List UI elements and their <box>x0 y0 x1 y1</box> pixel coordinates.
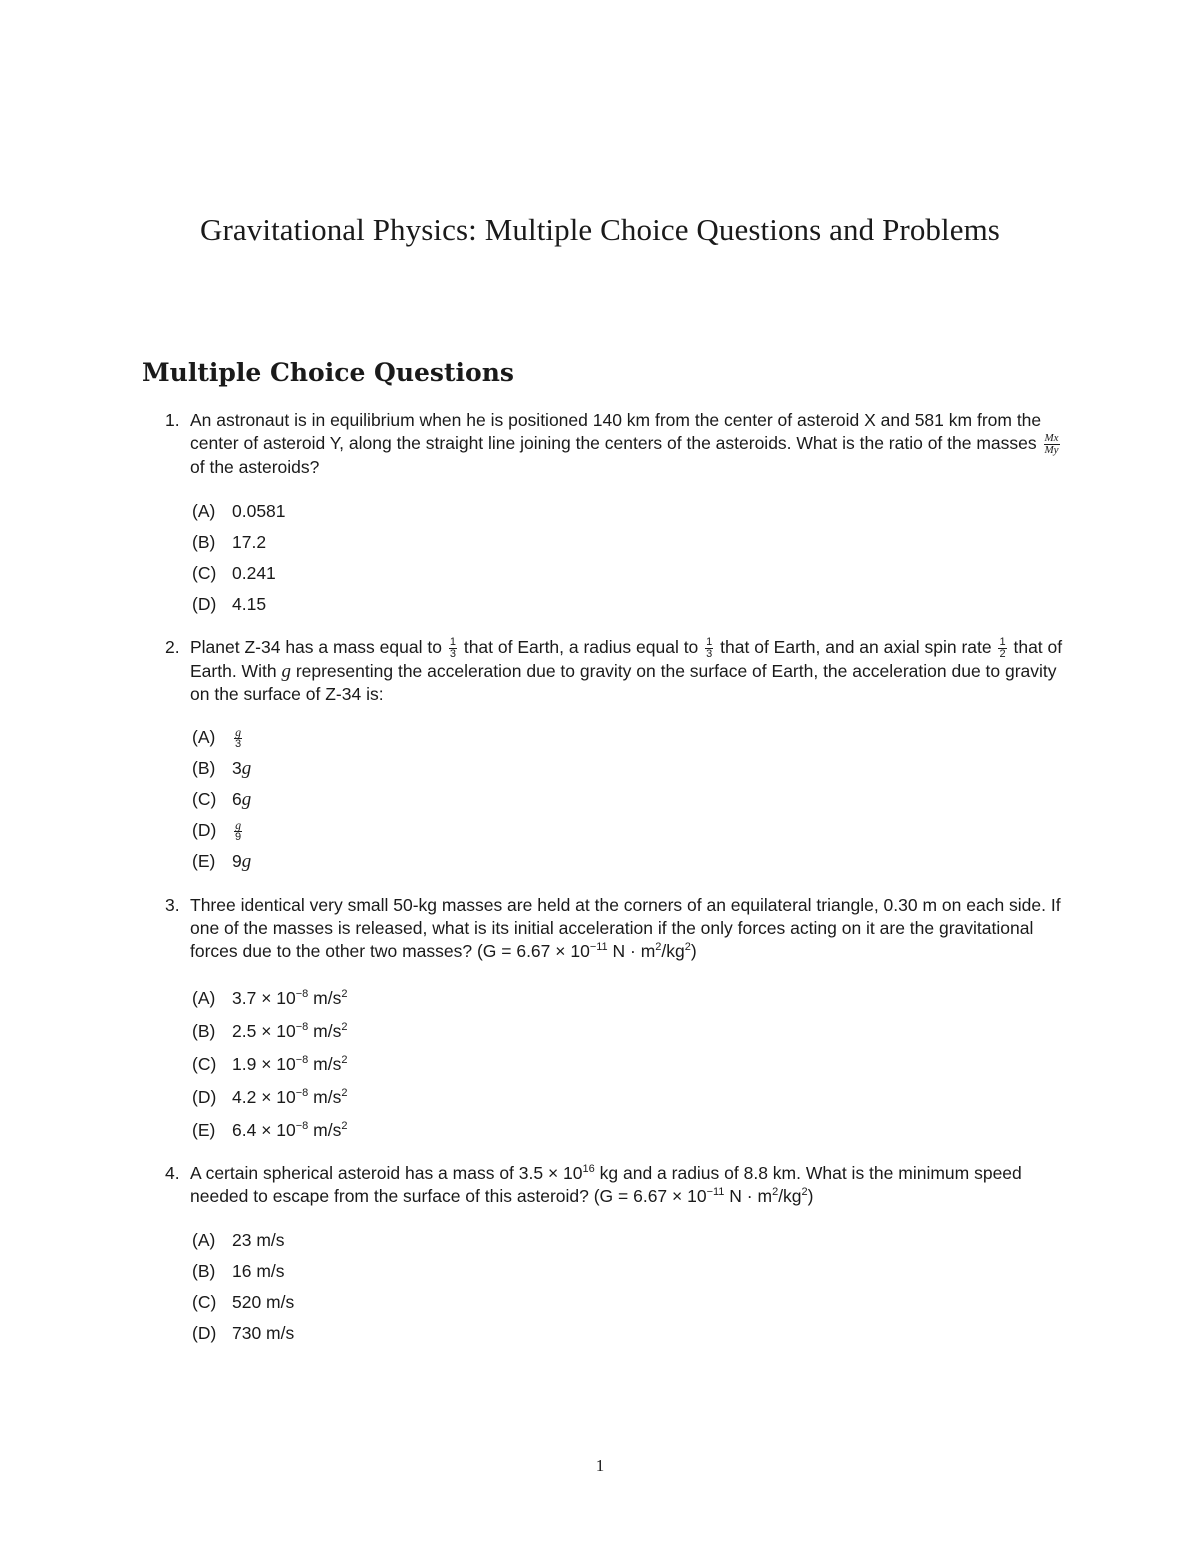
question-2 <box>165 636 1065 706</box>
question-1 <box>165 409 1065 479</box>
option-fraction <box>234 724 242 750</box>
option-c[interactable] <box>192 1287 294 1318</box>
option-c[interactable] <box>192 558 286 589</box>
option-label: (D) <box>192 594 217 614</box>
option-a[interactable] <box>192 982 347 1015</box>
option-e[interactable] <box>192 846 251 877</box>
option-d[interactable] <box>192 589 286 620</box>
question-text-part: ) <box>807 1186 814 1206</box>
option-text: 17.2 <box>232 532 267 552</box>
fraction-denominator: 3 <box>706 647 713 660</box>
option-a[interactable] <box>192 1225 294 1256</box>
gravity-symbol: g <box>281 660 291 682</box>
option-value: 3.7 × 10 <box>232 988 296 1008</box>
exponent: 2 <box>772 1186 779 1199</box>
option-label: (B) <box>192 1021 216 1041</box>
question-number: 3. <box>165 895 180 915</box>
option-coefficient: 3 <box>232 758 242 778</box>
option-fraction <box>234 817 242 843</box>
option-label: (B) <box>192 532 216 552</box>
exponent: 2 <box>684 941 691 954</box>
question-text-part: of the asteroids? <box>190 456 320 477</box>
question-text-part: kg and a radius of 8.8 km. What is the minimum speed needed to escape from the surface of this asteroid? (G = 6.67 × 10 <box>190 1163 1022 1206</box>
fraction-numerator: 1 <box>449 635 456 648</box>
question-text-part: that of Earth. With <box>190 637 1063 681</box>
option-text: 16 m/s <box>232 1261 285 1281</box>
exponent: 16 <box>582 1163 595 1176</box>
option-label: (C) <box>192 1292 217 1312</box>
option-label: (A) <box>192 501 216 521</box>
question-text-part: N · m <box>724 1186 773 1206</box>
question-text-part: /kg <box>778 1186 802 1206</box>
option-label: (A) <box>192 988 216 1008</box>
option-value: 2.5 × 10 <box>232 1021 296 1041</box>
fraction <box>705 637 713 660</box>
question-text-part: Planet Z-34 has a mass equal to <box>190 637 442 657</box>
question-2-options <box>192 722 251 877</box>
option-value: 4.2 × 10 <box>232 1087 296 1107</box>
option-label: (D) <box>192 820 217 840</box>
option-coefficient: 6 <box>232 789 242 809</box>
question-number: 2. <box>165 637 180 657</box>
option-label: (C) <box>192 789 217 809</box>
question-1-options <box>192 496 286 620</box>
option-c[interactable] <box>192 1048 347 1081</box>
question-text-part: that of Earth, and an axial spin rate <box>720 637 992 657</box>
exponent: −8 <box>295 988 309 1001</box>
option-text: 520 m/s <box>232 1292 295 1312</box>
question-text <box>190 636 1065 706</box>
fraction <box>998 637 1006 660</box>
option-e[interactable] <box>192 1114 347 1147</box>
question-3 <box>165 894 1065 963</box>
option-b[interactable] <box>192 753 251 784</box>
option-d[interactable] <box>192 815 251 846</box>
fraction-numerator: Mx <box>1044 431 1059 444</box>
option-label: (B) <box>192 1261 216 1281</box>
exponent: 2 <box>341 1054 348 1067</box>
option-label: (D) <box>192 1323 217 1343</box>
question-4 <box>165 1162 1065 1208</box>
fraction-numerator: g <box>235 724 242 739</box>
gravity-symbol: g <box>241 758 252 779</box>
option-label: (C) <box>192 1054 217 1074</box>
section-heading: Multiple Choice Questions <box>142 358 514 387</box>
fraction-denominator: 3 <box>235 737 242 750</box>
question-text-part: that of Earth, a radius equal to <box>463 637 699 657</box>
option-label: (A) <box>192 727 216 747</box>
mass-ratio-fraction <box>1044 433 1060 456</box>
fraction <box>449 637 457 660</box>
option-label: (A) <box>192 1230 216 1250</box>
question-number: 1. <box>165 410 180 430</box>
fraction-numerator: 1 <box>999 635 1006 648</box>
question-text <box>190 1162 1065 1208</box>
option-b[interactable] <box>192 1015 347 1048</box>
option-d[interactable] <box>192 1318 294 1349</box>
fraction-denominator: 2 <box>999 647 1006 660</box>
fraction-denominator: My <box>1044 443 1059 456</box>
exponent: 2 <box>341 1021 348 1034</box>
question-text-part: Three identical very small 50-kg masses are held at the corners of an equilateral triangle, 0.30 m on each side. If one of the masses is released, what is its initial acceleration if the only forces acting on it are the gravitational forces due to the other two masses? (G = 6.67 × 10 <box>190 895 1061 961</box>
option-a[interactable] <box>192 722 251 753</box>
exponent: 2 <box>801 1186 808 1199</box>
question-text-part: An astronaut is in equilibrium when he is positioned 140 km from the center of asteroid X and 581 km from the center of asteroid Y, along the straight line joining the centers of the asteroids. What is the ratio of the masses <box>190 410 1042 453</box>
option-value: 6.4 × 10 <box>232 1120 296 1140</box>
exponent: 2 <box>341 1120 348 1133</box>
option-label: (C) <box>192 563 217 583</box>
gravity-symbol: g <box>241 851 252 872</box>
option-text: 4.15 <box>232 594 267 614</box>
option-b[interactable] <box>192 1256 294 1287</box>
question-3-options <box>192 982 347 1147</box>
exponent: −8 <box>295 1021 309 1034</box>
page-number: 1 <box>595 1456 605 1475</box>
option-unit: m/s <box>308 988 342 1008</box>
question-number: 4. <box>165 1163 180 1183</box>
option-c[interactable] <box>192 784 251 815</box>
option-label: (E) <box>192 851 216 871</box>
option-label: (B) <box>192 758 216 778</box>
exponent: 2 <box>655 941 662 954</box>
option-label: (E) <box>192 1120 216 1140</box>
option-a[interactable] <box>192 496 286 527</box>
question-text-part: N · m <box>607 941 656 961</box>
exponent: −8 <box>295 1054 309 1067</box>
fraction-numerator: 1 <box>706 635 713 648</box>
exponent: 2 <box>341 1087 348 1100</box>
option-coefficient: 9 <box>232 851 242 871</box>
gravity-symbol: g <box>241 789 252 810</box>
exponent: −11 <box>589 941 608 954</box>
question-text-part: A certain spherical asteroid has a mass of 3.5 × 10 <box>190 1163 583 1183</box>
option-value: 1.9 × 10 <box>232 1054 296 1074</box>
page-title: Gravitational Physics: Multiple Choice Questions and Problems <box>200 212 1000 247</box>
exponent: −8 <box>295 1087 309 1100</box>
option-label: (D) <box>192 1087 217 1107</box>
option-b[interactable] <box>192 527 286 558</box>
question-text-part: representing the acceleration due to gravity on the surface of Earth, the acceleration due to gravity on the surface of Z-34 is: <box>190 660 1057 704</box>
question-text <box>190 894 1065 963</box>
option-text: 0.0581 <box>232 501 286 521</box>
exponent: −11 <box>706 1186 725 1199</box>
option-unit: m/s <box>308 1054 342 1074</box>
exponent: −8 <box>295 1120 309 1133</box>
option-unit: m/s <box>308 1087 342 1107</box>
option-d[interactable] <box>192 1081 347 1114</box>
option-text: 730 m/s <box>232 1323 295 1343</box>
question-text-part: ) <box>690 941 697 961</box>
option-text: 0.241 <box>232 563 276 583</box>
question-text <box>190 409 1065 479</box>
fraction-denominator: 3 <box>449 647 456 660</box>
exponent: 2 <box>341 988 348 1001</box>
option-unit: m/s <box>308 1120 342 1140</box>
fraction-denominator: 9 <box>235 830 242 843</box>
fraction-numerator: g <box>235 817 242 832</box>
question-4-options <box>192 1225 294 1349</box>
question-text-part: /kg <box>661 941 685 961</box>
option-unit: m/s <box>308 1021 342 1041</box>
option-text: 23 m/s <box>232 1230 285 1250</box>
